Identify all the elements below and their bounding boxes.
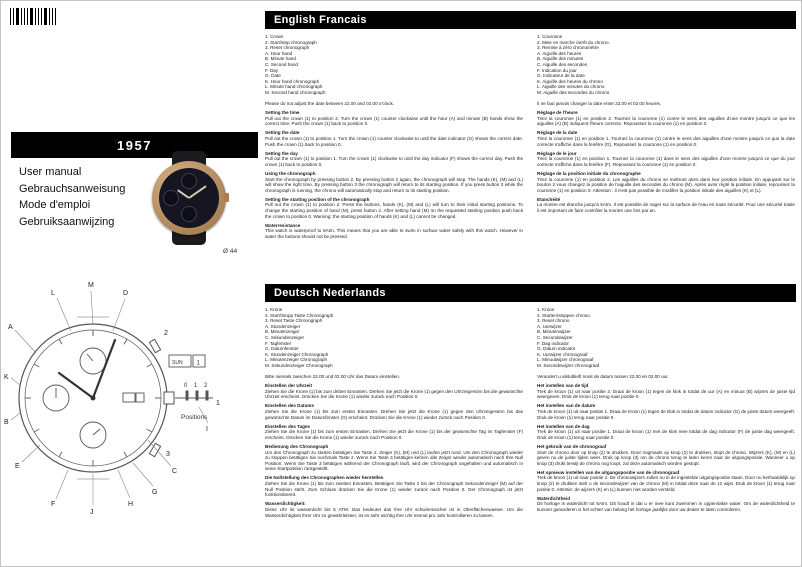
instruction-section <box>537 383 795 400</box>
title-dutch: Gebruiksaanwijzing <box>19 215 115 228</box>
panel-columns <box>265 29 796 275</box>
part-item: 3. Reset Taste Chronograph <box>265 318 323 324</box>
section-heading: Réglage de la date <box>537 130 578 136</box>
part-item: 3. Remise à zéro chronomètre <box>537 45 599 51</box>
section-heading: Het instellen van de tijd <box>537 383 589 389</box>
section-body: Tirez la couronne (1) en position 2. Les aiguilles du chrono se mettront alors dans leur position initiale. En appuyant sur le bouton 2 vous changez la position de l'aiguille des secondes du chrono (M). Après avoir réglé la position initiale, repoussez la couronne (1) en position 0. Attention : il n'est pas possible de modifier la position initiale des aiguilles (K) et (L). <box>537 176 795 193</box>
part-item: F. Dag indicator <box>537 340 569 346</box>
part-item: M. Secondewijzer chronograaf <box>537 362 600 368</box>
section-body: Trek de kroon (1) uit naar positie 2. Draai de kroon (1) tegen de klok in totdat de uur (A) en minuut (B) wijzers de juiste tijd weergeven. Druk de kroon (1) terug naar positie 0. <box>537 388 795 400</box>
date-warning-german: Bitte niemals zwischen 22.00 und 02.00 Uhr das Datum einstellen. <box>265 373 401 379</box>
label-J: J <box>90 509 94 516</box>
instruction-section <box>265 151 523 168</box>
label-crown-1: 1 <box>216 400 220 407</box>
column-dutch <box>537 307 795 560</box>
part-item: A. Aiguille des heures <box>537 50 582 56</box>
section-body: Pull out the crown (1) to position 1. Turn the crown (1) counter clockwise to until the date indicator (G) shows the correct date. Push the crown (1) back to position 0. <box>265 136 523 147</box>
label-pusher-3: 3 <box>166 451 170 458</box>
section-heading: Setting the date <box>265 130 300 136</box>
section-body: Tirez la couronne (1) en position 2. Tournez la couronne (1) contre le sens des aiguilles d'une montre jusqu'à ce que les aiguilles (A) (B) indiquent l'heure correcte. Repoussez la couronne (1) en position 0. <box>537 115 795 127</box>
column-german <box>265 307 523 560</box>
section-heading: Setting the starting position of the chronograph <box>265 196 370 202</box>
instruction-section <box>537 171 795 193</box>
model-banner: 1957 <box>11 132 258 158</box>
section-body: Ziehen Sie die Krone (1) bis zum ersten Einrasten. Drehen Sie jetzt die Krone (1) gegen den Uhrzeigersinn bis das gewünschte Datum im Datumfenster (G) erscheint. Drücken Sie die Krone (1) wieder zurück nach Position 0. <box>265 409 523 420</box>
section-heading: Wasserdichtigkeit: <box>265 501 306 507</box>
instruction-section <box>265 444 523 472</box>
part-item: M. Sekundenzeiger Chronograph <box>265 362 333 368</box>
section-heading: Etanchéité <box>537 196 561 202</box>
part-item: A. Uurwijzer <box>537 323 562 329</box>
instruction-section <box>537 496 795 513</box>
part-item: F. Indication du jour <box>537 67 577 73</box>
section-body: Start the chronograph by pressing button 2. By pressing button 2 again, the chronograph will stop. The hands (K), (M) and (L) will show the right time. By pressing button 3 the chronograph will return to its starting position. If you press button 3 while the chronograph is running, the chrono will automatically stop and return to its starting position. <box>265 176 523 193</box>
section-heading: Bedienung des Chronograph <box>265 443 329 449</box>
instruction-section <box>537 424 795 441</box>
part-item: F. Tagfenster <box>265 340 292 346</box>
instruction-section <box>537 110 795 127</box>
subdial <box>181 173 197 189</box>
instruction-section <box>265 130 523 147</box>
part-item: F. Day <box>265 67 279 73</box>
part-item: L. Minutenzeiger Chronograph <box>265 357 328 363</box>
watch-technical-diagram <box>3 273 263 528</box>
part-item: 1. Couronne <box>537 34 563 39</box>
section-heading: Réglage de l'heure <box>537 110 578 116</box>
section-heading: Einstellen des Datums <box>265 403 315 409</box>
part-item: L. Minute hand chronograph <box>265 84 323 90</box>
part-item: G. Indicateur de la date <box>537 73 585 79</box>
part-item: B. Aiguille des minutes <box>537 56 584 62</box>
section-heading: Het gebruik van de chronograaf <box>537 443 607 449</box>
label-G: G <box>152 489 158 496</box>
part-item: K. Aiguille des heures du chrono <box>537 78 603 84</box>
column-french <box>537 34 795 275</box>
section-body: Um den Chronograph zu starten betätigen Sie Taste 2. Zeiger (K), (M) und (L) laufen jetzt rund. Um den Chronograph wieder zu stoppen betätigen Sie nochmals Taste 2. Wenn Sie Taste 3 betätigen kehren alle Zeiger wieder automatisch nach Ihre Null Position. Wenn Sie Taste 3 betätigen während der Chronograph läuft, wird der Chronograph angehalten und automatisch in seine Startposition rückgestellt. <box>265 449 523 472</box>
section-heading: Het instellen van de datum <box>537 403 596 409</box>
instruction-section <box>265 501 523 518</box>
part-item: K. Uurwijzer chronograaf <box>537 351 588 357</box>
title-german: Gebrauchsanweisung <box>19 182 126 195</box>
section-body: La montre est étanche jusqu'à 5Atm. Il est possible de nager sur la surface de l'eau en toute sécurité. Pour une sécurité totale il est important de faire contrôler la montre une fois par an. <box>537 202 795 214</box>
part-item: G. Date <box>265 73 281 79</box>
panel-columns <box>265 302 796 560</box>
section-body: Start de chrono door op knop (2) te drukken. Door nogmaals op knop (2) te drukken, stopt de chrono. Wijzers (K), (M) en (L) geven nu de juiste tijden weer. Druk op knop (3) om de chrono terug te laten keren naar de uitgangspositie. Wanneer u op knop (3) drukt terwijl de chrono nog loopt, zal deze automatisch worden gestopt. <box>537 449 795 466</box>
part-item: 2. Starten/stoppen chrono <box>537 312 590 318</box>
part-item: C. Secondewijzer <box>537 334 573 340</box>
part-item: L. Minuutwijzer chronograaf <box>537 357 594 363</box>
crown-position-2: 2 <box>204 383 208 389</box>
parts-list-german <box>265 307 523 369</box>
label-L: L <box>51 290 55 297</box>
subdials-outline <box>43 348 106 448</box>
part-item: 2. Mise en marche /arrêt du chrono. <box>537 39 610 45</box>
label-D: D <box>123 290 129 297</box>
section-heading: Waterdichtheid <box>537 495 571 501</box>
date-window-value: 1 <box>196 360 200 367</box>
instruction-section <box>265 383 523 400</box>
instruction-section <box>265 424 523 441</box>
watch-product-photo <box>143 151 235 245</box>
section-body: Trek de kroon (1) uit naar positie 2. De chronowijzers zullen nu in de ingestelde uitgangspositie staan. Door nu herhaaldelijk op knop (2) te drukken stelt u de secondewijzer van de chrono (M) in totdat deze naar de 12 wijst. Druk de kroon (1) terug naar positie 0. Attentie: de wijzers (K) en (L) kunnen niet worden versteld. <box>537 475 795 492</box>
section-body: Ziehen Sie die Krone (1) bis zum ersten Einrasten. Drehen Sie jetzt die Krone (1) bis der gewünschte Tag im Tagfenster (F) erscheint. Drücken Sie die Krone (1) wieder zurück nach Position 0. <box>265 429 523 440</box>
instruction-section <box>537 197 795 214</box>
section-body: Diese Uhr ist wasserdicht bis 5 ATM. Das bedeutet das Ihre Uhr schwimmsicher ist in Oberflächenwasser. Um die Wasserdichtigkeit Ihrer Uhr zu gewährleisten, ist es sehr wichtig Ihre Uhr einmal pro Jahr kontrollieren zu lassen. <box>265 506 523 518</box>
instruction-section <box>265 403 523 420</box>
instruction-section <box>537 470 795 492</box>
subdial <box>163 190 179 206</box>
part-item: C. Second hand <box>265 61 298 67</box>
date-warning-english: Please do not adjust the date between 22.00 and 02.00 o'clock. <box>265 100 395 106</box>
section-body: Trek de kroon (1) uit naar positie 1. Draai de kroon (1) tegen de klok in totdat de datum indicator (G) de juiste datum weergeeft. Druk de kroon (1) terug naar positie 0. <box>537 409 795 420</box>
panel-header-de-nl: Deutsch Nederlands <box>265 284 796 302</box>
day-date-windows <box>123 393 144 402</box>
section-body: Ziehen Sie die Krone (1) bis zum dritten Einrasten. Drehen Sie jetzt die Krone (1) gegen den Uhrzeigersinn bis die gewünschte Uhrzeit erscheint. Drücken Sie die Krone (1) wieder zurück nach Position 0. <box>265 388 523 400</box>
part-item: B. Minute hand <box>265 56 296 62</box>
label-pusher-2: 2 <box>164 330 168 337</box>
instruction-section <box>537 403 795 420</box>
instruction-section <box>537 151 795 168</box>
instruction-section <box>265 171 523 193</box>
part-item: A. Stundenzeiger <box>265 323 301 329</box>
section-heading: Using the chronograph <box>265 170 316 176</box>
sections-german <box>265 383 523 518</box>
part-item: K. Stundenzeiger Chronograph <box>265 351 329 357</box>
part-item: B. Minutenzeiger <box>265 329 300 335</box>
section-body: Pull out the crown (1) to position 2. Press the buttons, hands (K), (M) and (L) will turn to their initial starting positions. To change the starting position of hand (M), press button 2. After setting hand (M) on the requested starting position push back the crown to position 0. Warning: the starting position of hands (K) and (L) cannot be changed. <box>265 202 523 219</box>
parts-list-english <box>265 34 523 96</box>
watch-crown <box>224 193 229 202</box>
sections-english <box>265 110 523 239</box>
part-item: 2. Start/stop chronograph <box>265 39 317 45</box>
label-F: F <box>51 501 56 508</box>
label-K: K <box>4 374 9 381</box>
hands-pivot <box>91 396 96 401</box>
instruction-section <box>265 475 523 497</box>
section-heading: Setting the day <box>265 150 298 156</box>
watch-hands <box>59 340 115 398</box>
panel-header-en-fr: English Francais <box>265 11 796 29</box>
section-body: Tirez la couronne (1) en position 1. Tournez la couronne (1) dans le sens des aiguilles d'une montre jusqu'à ce que du jour correcte s'affiche dans la fenêtre (F). Repoussez la couronne (1) en position 0. <box>537 156 795 167</box>
part-item: C. Sekundenzeiger <box>265 334 305 340</box>
section-body: Dit horloge is waterdicht tot 5Atm. Dit houdt in dat u er mee kunt zwemmen in oppervlakte water. Om de waterdichtheid te kunnen garanderen is het echter van belang het horloge jaarlijks door uw dealer te laten controleren. <box>537 501 795 512</box>
subdial <box>181 206 197 222</box>
section-heading: Die Nullstellung des Chronographen wieder herstellen <box>265 475 384 481</box>
crown-position-1: 1 <box>194 383 198 389</box>
part-item: G. Datum indicator <box>537 346 576 352</box>
panel-german-dutch <box>265 284 796 560</box>
section-heading: Het opnieuw instellen van de uitgangspositie van de chronograaf <box>537 469 680 475</box>
title-french: Mode d'emploi <box>19 199 91 211</box>
part-item: 1. Krone <box>265 307 283 312</box>
section-body: Tirez la couronne (1) en position 1. Tournez la couronne (1) contre le sens des aiguilles d'une montre jusqu'à ce que la date correcte s'affiche dans la fenêtre (G). Repoussez la couronne (1) en position 0. <box>537 136 795 147</box>
section-heading: Waterresistance <box>265 222 301 228</box>
label-E: E <box>15 463 20 470</box>
label-A: A <box>8 324 13 331</box>
crown-position-0: 0 <box>184 383 188 389</box>
part-item: 1. Crown <box>265 34 284 39</box>
section-body: Trek de kroon (1) uit naar positie 1. Draai de kroon (1) met de klok mee totdat de dag indicator (F) de juiste dag weergeeft. Druk de kroon (1) terug naar positie 0. <box>537 429 795 440</box>
part-item: G. Datumfenster <box>265 346 299 352</box>
case-diameter-label: Ø 44 <box>223 248 238 255</box>
section-body: Pull out the crown (1) to position 1. Turn the crown (1) clockwise to until the day indicator (F) shows the correct day. Push the crown (1) back to position 0. <box>265 156 523 167</box>
section-heading: Setting the time <box>265 110 300 116</box>
part-item: C. Aiguille des secondes <box>537 61 588 67</box>
part-item: 3. Reset chrono <box>537 318 570 324</box>
instruction-section <box>537 130 795 147</box>
instruction-section <box>265 110 523 127</box>
section-body: This watch is waterproof to 5Atm. This means that you are able to swim in surface water safely with this watch. However in water the buttons should not be pressed. <box>265 228 523 239</box>
label-M: M <box>88 282 94 289</box>
barcode <box>10 8 56 25</box>
watch-dial <box>159 168 219 228</box>
label-I: I <box>206 426 208 433</box>
section-heading: Het instellen van de dag <box>537 423 590 429</box>
part-item: 2. Start/Stopp Taste Chronograph <box>265 312 334 318</box>
label-B: B <box>4 419 9 426</box>
label-C: C <box>172 468 178 475</box>
section-heading: Réglage de la position initiale du chronographe <box>537 170 641 176</box>
part-item: 1. Kroon <box>537 307 555 312</box>
instruction-section <box>265 197 523 219</box>
title-english: User manual <box>19 166 82 178</box>
part-item: M. Second hand chronograph <box>265 89 326 95</box>
day-window-value: SUN <box>172 360 183 366</box>
part-item: 3. Reset chronograph <box>265 45 310 51</box>
title-block <box>19 164 139 230</box>
part-item: M. Aiguille des secondes du chrono <box>537 89 610 95</box>
section-body: Ziehen Sie die Krone (1) bis zum zweiten Einrasten. Betätigen Sie Taste 2 bis der Chronograph Sekundenzeiger (M) auf der Null Position steht. Zum Schluss drücken Sie die Krone (1) wieder zurück nach Position 0. Der Chronograph ist jetzt funktionsbereit. <box>265 481 523 498</box>
section-heading: Einstellen der Uhrzeit <box>265 383 312 389</box>
section-heading: Réglage de le jour <box>537 150 577 156</box>
section-body: Pull out the crown (1) to position 2. Turn the crown (1) counter clockwise until the hour (A) and minute (B) hands show the correct time. Push the crown (1) back to position 0. <box>265 115 523 127</box>
section-heading: Einstellen des Tages <box>265 423 311 429</box>
sections-french <box>537 110 795 214</box>
date-warning-french: Il ne faut jamais changer la date entre 22.00 et 02.00 heures. <box>537 100 662 106</box>
parts-list-dutch <box>537 307 795 369</box>
part-item: K. Hour hand chronograph <box>265 78 320 84</box>
instruction-section <box>537 444 795 466</box>
date-warning-dutch: Verandert u alstublieft nooit de datum tussen 22.00 en 02.00 uur. <box>537 373 669 379</box>
part-item: L. Aiguille des minutes du chrono <box>537 84 605 90</box>
parts-list-french <box>537 34 795 96</box>
part-item: A. Hour hand <box>265 50 293 56</box>
instruction-section <box>265 223 523 240</box>
positions-label: Positions <box>181 414 208 421</box>
panel-english-french <box>265 11 796 275</box>
part-item: B. Minutenwijzer <box>537 329 571 335</box>
column-english <box>265 34 523 275</box>
sections-dutch <box>537 383 795 512</box>
watch-case <box>152 161 226 235</box>
label-H: H <box>128 501 134 508</box>
